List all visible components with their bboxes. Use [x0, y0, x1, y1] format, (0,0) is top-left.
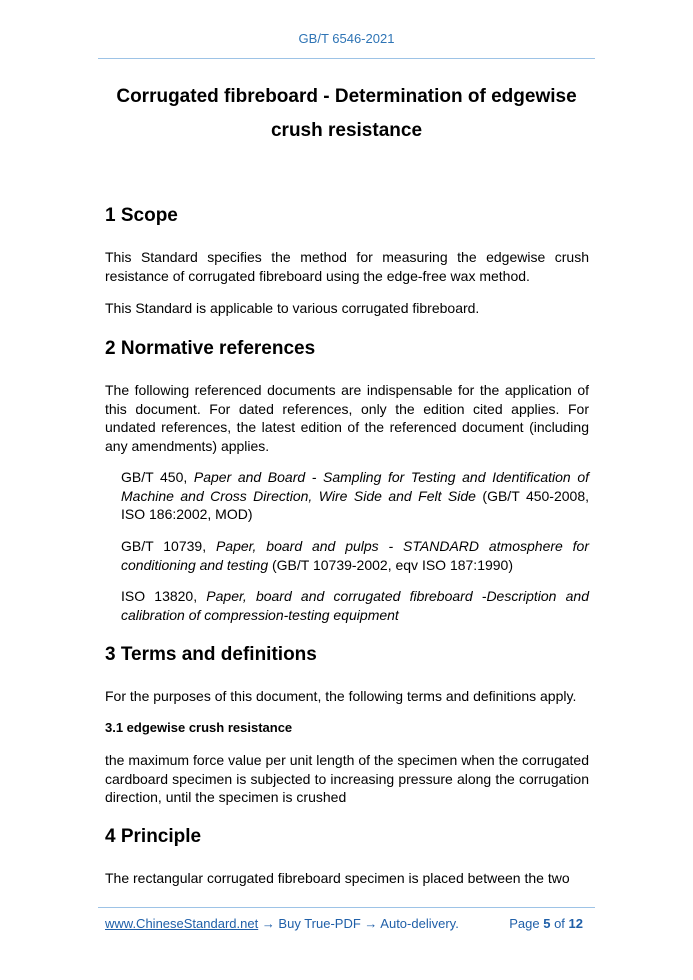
- scope-paragraph-2: This Standard is applicable to various corrugated fibreboard.: [105, 300, 480, 316]
- reference-title: Paper, board and pulps - STANDARD atmosphere for conditioning and testing: [121, 538, 589, 573]
- page-number: [509, 916, 583, 931]
- reference-code: ISO 13820,: [121, 588, 207, 604]
- page-label: Page: [509, 916, 544, 931]
- title-line-1: Corrugated fibreboard - Determination of edgewise: [116, 86, 577, 107]
- total-pages: 12: [568, 916, 583, 931]
- term-heading: 3.1 edgewise crush resistance: [105, 720, 293, 735]
- section-heading-principle: 4 Principle: [105, 826, 202, 847]
- title-line-2: crush resistance: [270, 120, 423, 141]
- reference-code: GB/T 450,: [121, 469, 194, 485]
- reference-title: Paper, board and corrugated fibreboard -Description and calibration of compression-testing equipment: [121, 588, 590, 623]
- references-intro-paragraph: The following referenced documents are indispensable for the application of this document. For dated references, only the edition cited applies. For undated references, the latest edition of the referenced document (including any amendments) applies.: [105, 382, 589, 454]
- page-footer: [105, 916, 589, 931]
- reference-note: (GB/T 450-2008, ISO 186:2002, MOD): [121, 487, 590, 522]
- terms-intro-paragraph: For the purposes of this document, the following terms and definitions apply.: [105, 688, 577, 704]
- principle-paragraph: The rectangular corrugated fibreboard specimen is placed between the two: [105, 870, 570, 886]
- reference-title: Paper and Board - Sampling for Testing and Identification of Machine and Cross Direction, Wire Side and Felt Side: [121, 469, 589, 504]
- reference-note: (GB/T 10739-2002, eqv ISO 187:1990): [268, 556, 514, 573]
- section-heading-terms: 3 Terms and definitions: [105, 644, 317, 665]
- section-heading-scope: 1 Scope: [105, 205, 178, 226]
- footer-promo-text: → Buy True-PDF → Auto-delivery.: [258, 916, 459, 931]
- scope-paragraph-1: This Standard specifies the method for measuring the edgewise crush resistance of corrugated fibreboard using the edge-free wax method.: [105, 249, 589, 284]
- document-title: [98, 80, 595, 148]
- reference-item: [121, 537, 589, 574]
- reference-item: [121, 468, 589, 524]
- header-divider: [98, 58, 595, 59]
- current-page: 5: [543, 916, 551, 931]
- footer-divider: [98, 907, 595, 908]
- of-label: of: [550, 916, 569, 931]
- reference-code: GB/T 10739,: [121, 538, 216, 554]
- term-definition: the maximum force value per unit length of the specimen when the corrugated cardboard specimen is subjected to increasing pressure along the corrugation direction, until the specimen is crushed: [105, 752, 589, 805]
- website-link[interactable]: www.ChineseStandard.net: [105, 916, 259, 931]
- page-header: GB/T 6546-2021: [298, 31, 395, 46]
- reference-item: [121, 587, 589, 624]
- section-heading-normative-references: 2 Normative references: [105, 338, 316, 359]
